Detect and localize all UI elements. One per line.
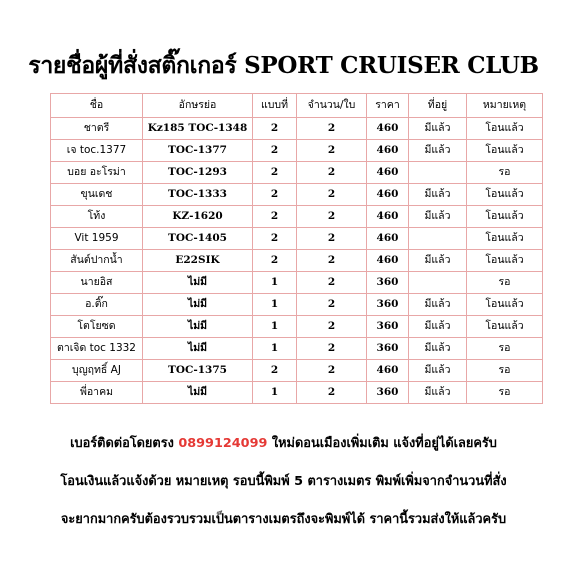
cell-abbreviation: ไม่มี [143,316,253,338]
orders-table [50,93,543,404]
header-address: ที่อยู่ [409,94,467,118]
cell-abbreviation: E22SIK [143,250,253,272]
footer-line-3: จะยากมากครับต้องรวบรวมเป็นตารางเมตรถึงจะพิมพ์ได้ ราคานี้รวมส่งให้แล้วครับ [60,512,507,527]
cell-status: มีแล้ว [409,250,467,272]
cell-price: 460 [367,228,409,250]
cell-note: โอนแล้ว [467,294,543,316]
cell-status: มีแล้ว [409,184,467,206]
cell-design: 2 [253,360,297,382]
cell-price: 460 [367,184,409,206]
cell-name: ชาตรี [51,118,143,140]
cell-status: มีแล้ว [409,338,467,360]
cell-quantity: 2 [297,184,367,206]
cell-note: โอนแล้ว [467,118,543,140]
table-row [51,316,543,338]
cell-quantity: 2 [297,338,367,360]
cell-abbreviation: ไม่มี [143,272,253,294]
cell-status: มีแล้ว [409,360,467,382]
cell-name: ตาเจิด toc 1332 [51,338,143,360]
cell-name: บอย อะโรม่า [51,162,143,184]
cell-quantity: 2 [297,250,367,272]
cell-note: โอนแล้ว [467,184,543,206]
cell-quantity: 2 [297,118,367,140]
title-thai: รายชื่อผู้ที่สั่งสติ๊กเกอร์ [28,53,237,79]
cell-note: รอ [467,360,543,382]
cell-note: โอนแล้ว [467,140,543,162]
cell-abbreviation: ไม่มี [143,294,253,316]
header-design: แบบที่ [253,94,297,118]
cell-status [409,162,467,184]
cell-status: มีแล้ว [409,118,467,140]
cell-name: พี่อาคม [51,382,143,404]
cell-note: รอ [467,162,543,184]
table-row [51,272,543,294]
cell-design: 1 [253,338,297,360]
header-quantity: จำนวน/ใบ [297,94,367,118]
cell-status [409,272,467,294]
cell-price: 460 [367,118,409,140]
table-row [51,140,543,162]
cell-design: 1 [253,382,297,404]
cell-note: โอนแล้ว [467,206,543,228]
cell-abbreviation: ไม่มี [143,382,253,404]
cell-note: รอ [467,382,543,404]
cell-design: 1 [253,316,297,338]
cell-note: รอ [467,338,543,360]
table-row [51,118,543,140]
cell-price: 360 [367,294,409,316]
cell-design: 2 [253,140,297,162]
cell-name: อ.ติ๊ก [51,294,143,316]
cell-note: โอนแล้ว [467,316,543,338]
cell-quantity: 2 [297,382,367,404]
cell-price: 360 [367,316,409,338]
footer-line-2: โอนเงินแล้วแจ้งด้วย หมายเหตุ รอบนี้พิมพ์ 5 ตารางเมตร พิมพ์เพิ่มจากจำนวนที่สั่ง [60,474,507,489]
cell-quantity: 2 [297,272,367,294]
table-row [51,338,543,360]
table-row [51,382,543,404]
cell-abbreviation: TOC-1293 [143,162,253,184]
cell-status: มีแล้ว [409,294,467,316]
table-row [51,250,543,272]
cell-note: โอนแล้ว [467,250,543,272]
cell-name: โท้ง [51,206,143,228]
cell-quantity: 2 [297,228,367,250]
cell-name: เจ toc.1377 [51,140,143,162]
cell-quantity: 2 [297,360,367,382]
phone-number: 0899124099 [178,436,268,451]
cell-design: 1 [253,294,297,316]
footer-contact-label: เบอร์ติดต่อโดยตรง [70,436,174,451]
cell-abbreviation: TOC-1377 [143,140,253,162]
cell-status: มีแล้ว [409,206,467,228]
cell-note: รอ [467,272,543,294]
table-row [51,360,543,382]
cell-price: 360 [367,382,409,404]
cell-design: 2 [253,162,297,184]
cell-design: 2 [253,228,297,250]
cell-quantity: 2 [297,316,367,338]
cell-price: 360 [367,338,409,360]
cell-design: 2 [253,206,297,228]
header-price: ราคา [367,94,409,118]
cell-status: มีแล้ว [409,316,467,338]
header-name: ชื่อ [51,94,143,118]
page-title [0,48,567,84]
cell-name: ขุนเดช [51,184,143,206]
cell-name: Vit 1959 [51,228,143,250]
cell-price: 460 [367,250,409,272]
cell-design: 2 [253,184,297,206]
cell-name: สันต์ปากน้ำ [51,250,143,272]
cell-design: 1 [253,272,297,294]
table-row [51,206,543,228]
table-body [51,118,543,404]
header-abbreviation: อักษรย่อ [143,94,253,118]
cell-abbreviation: TOC-1333 [143,184,253,206]
cell-design: 2 [253,118,297,140]
table-row [51,162,543,184]
title-english: SPORT CRUISER CLUB [244,52,539,79]
table-row [51,294,543,316]
cell-price: 460 [367,206,409,228]
cell-design: 2 [253,250,297,272]
table-row [51,184,543,206]
cell-status [409,228,467,250]
cell-abbreviation: KZ-1620 [143,206,253,228]
cell-name: นายอิส [51,272,143,294]
cell-price: 460 [367,162,409,184]
cell-quantity: 2 [297,162,367,184]
cell-name: โตโยซด [51,316,143,338]
cell-quantity: 2 [297,294,367,316]
header-note: หมายเหตุ [467,94,543,118]
footer-line-1 [0,432,567,453]
footer-contact-tail: ใหม่ดอนเมืองเพิ่มเติม แจ้งที่อยู่ได้เลยครับ [271,436,497,451]
cell-price: 460 [367,140,409,162]
table-row [51,228,543,250]
cell-abbreviation: ไม่มี [143,338,253,360]
cell-note: โอนแล้ว [467,228,543,250]
cell-abbreviation: TOC-1375 [143,360,253,382]
cell-quantity: 2 [297,140,367,162]
cell-quantity: 2 [297,206,367,228]
cell-status: มีแล้ว [409,140,467,162]
cell-abbreviation: TOC-1405 [143,228,253,250]
cell-price: 360 [367,272,409,294]
cell-abbreviation: Kz185 TOC-1348 [143,118,253,140]
table-header-row [51,94,543,118]
cell-name: บุญฤทธิ์ AJ [51,360,143,382]
cell-price: 460 [367,360,409,382]
cell-status: มีแล้ว [409,382,467,404]
